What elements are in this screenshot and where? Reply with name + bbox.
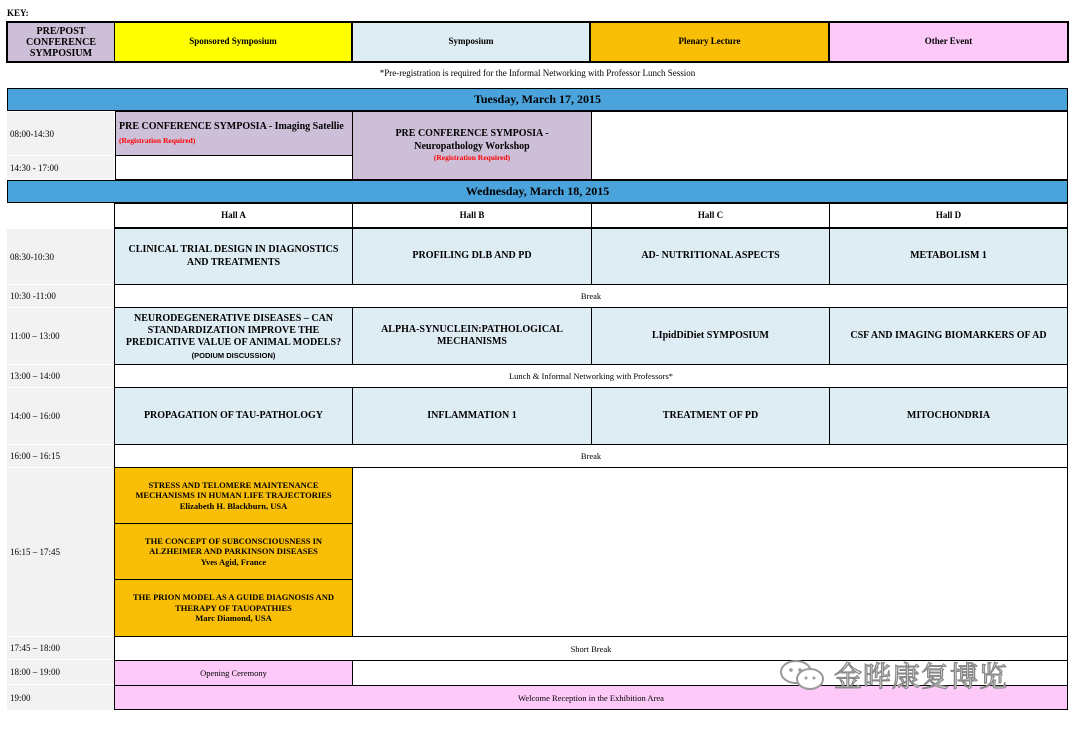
time-slot: 14:00 – 16:00 <box>7 388 114 444</box>
plenary-speaker: Marc Diamond, USA <box>195 613 272 624</box>
session-clinical-trial: CLINICAL TRIAL DESIGN IN DIAGNOSTICS AND TREATMENTS <box>114 228 353 285</box>
key-other: Other Event <box>830 23 1067 61</box>
lunch-row: Lunch & Informal Networking with Professors* <box>114 364 1068 388</box>
key-symposium: Symposium <box>353 23 591 61</box>
session-profiling-dlb-pd: PROFILING DLB AND PD <box>352 228 592 285</box>
imaging-satellite-session <box>115 111 353 156</box>
key-sponsored: Sponsored Symposium <box>115 23 353 61</box>
empty-cell <box>352 467 1068 637</box>
neuropathology-workshop-session <box>352 111 592 180</box>
neuropathology-subtitle: Neuropathology Workshop <box>414 140 530 152</box>
session-mitochondria: MITOCHONDRIA <box>829 387 1068 445</box>
registration-required: (Registration Required) <box>433 153 511 163</box>
session-ad-nutritional: AD- NUTRITIONAL ASPECTS <box>591 228 830 285</box>
break-row: Break <box>114 444 1068 468</box>
key-plenary: Plenary Lecture <box>591 23 830 61</box>
imaging-satellite-title: PRE CONFERENCE SYMPOSIA - Imaging Satellie <box>119 121 344 132</box>
plenary-speaker: Elizabeth H. Blackburn, USA <box>179 500 288 511</box>
plenary-title: THE PRION MODEL AS A GUIDE DIAGNOSIS AND THERAPY OF TAUOPATHIES <box>133 592 334 613</box>
watermark <box>778 656 1060 694</box>
session-alpha-synuclein: ALPHA-SYNUCLEIN:PATHOLOGICAL MECHANISMS <box>352 307 592 365</box>
plenary-lecture-diamond <box>114 579 353 637</box>
plenary-speaker: Yves Agid, France <box>200 556 267 567</box>
time-slot: 16:00 – 16:15 <box>7 445 114 467</box>
hall-d-header: Hall D <box>829 203 1068 228</box>
registration-required: (Registration Required) <box>119 135 196 145</box>
opening-ceremony: Opening Ceremony <box>114 660 353 686</box>
key-pre-post: PRE/POST CONFERENCE SYMPOSIUM <box>8 23 115 61</box>
wednesday-header: Wednesday, March 18, 2015 <box>7 180 1068 203</box>
time-slot: 16:15 – 17:45 <box>7 468 114 636</box>
time-slot: 17:45 – 18:00 <box>7 637 114 659</box>
time-slot: 14:30 - 17:00 <box>7 156 114 179</box>
preregistration-note: *Pre-registration is required for the Informal Networking with Professor Lunch Session <box>379 68 696 78</box>
empty-cell <box>591 111 1068 180</box>
hall-b-header: Hall B <box>352 203 592 228</box>
session-lipiddidiet: LIpidDiDiet SYMPOSIUM <box>591 307 830 365</box>
time-slot: 11:00 – 13:00 <box>7 308 114 364</box>
podium-discussion: (PODIUM DISCUSSION) <box>191 350 276 360</box>
plenary-lecture-agid <box>114 523 353 580</box>
welcome-reception: Welcome Reception in the Exhibition Area <box>114 685 1068 710</box>
watermark-text: 金晔康复博览 <box>834 660 1009 693</box>
time-slot: 19:00 <box>7 685 114 710</box>
time-slot: 08:00-14:30 <box>7 112 114 155</box>
empty-cell <box>115 155 353 180</box>
time-slot: 10:30 -11:00 <box>7 285 114 307</box>
session-inflammation: INFLAMMATION 1 <box>352 387 592 445</box>
hall-a-header: Hall A <box>114 203 353 228</box>
tuesday-header: Tuesday, March 17, 2015 <box>7 88 1068 111</box>
key-label: KEY: <box>7 8 29 18</box>
wechat-icon <box>778 658 828 692</box>
session-csf-imaging: CSF AND IMAGING BIOMARKERS OF AD <box>829 307 1068 365</box>
plenary-title: STRESS AND TELOMERE MAINTENANCE MECHANISMS IN HUMAN LIFE TRAJECTORIES <box>135 479 332 501</box>
session-treatment-pd: TREATMENT OF PD <box>591 387 830 445</box>
session-neurodegenerative-title: NEURODEGENERATIVE DISEASES – CAN STANDARDIZATION IMPROVE THE PREDICATIVE VALUE OF ANIMAL MODELS? <box>125 312 342 348</box>
break-row: Break <box>114 284 1068 308</box>
hall-c-header: Hall C <box>591 203 830 228</box>
short-break-row: Short Break <box>114 636 1068 661</box>
time-slot: 13:00 – 14:00 <box>7 365 114 387</box>
time-slot: 18:00 – 19:00 <box>7 660 114 684</box>
time-slot: 08:30-10:30 <box>7 229 114 284</box>
session-neurodegenerative <box>114 307 353 365</box>
session-metabolism: METABOLISM 1 <box>829 228 1068 285</box>
plenary-lecture-blackburn <box>114 467 353 524</box>
neuropathology-title: PRE CONFERENCE SYMPOSIA - <box>395 128 549 140</box>
plenary-title: THE CONCEPT OF SUBCONSCIOUSNESS IN ALZHEIMER AND PARKINSON DISEASES <box>144 535 323 557</box>
session-tau-pathology: PROPAGATION OF TAU-PATHOLOGY <box>114 387 353 445</box>
